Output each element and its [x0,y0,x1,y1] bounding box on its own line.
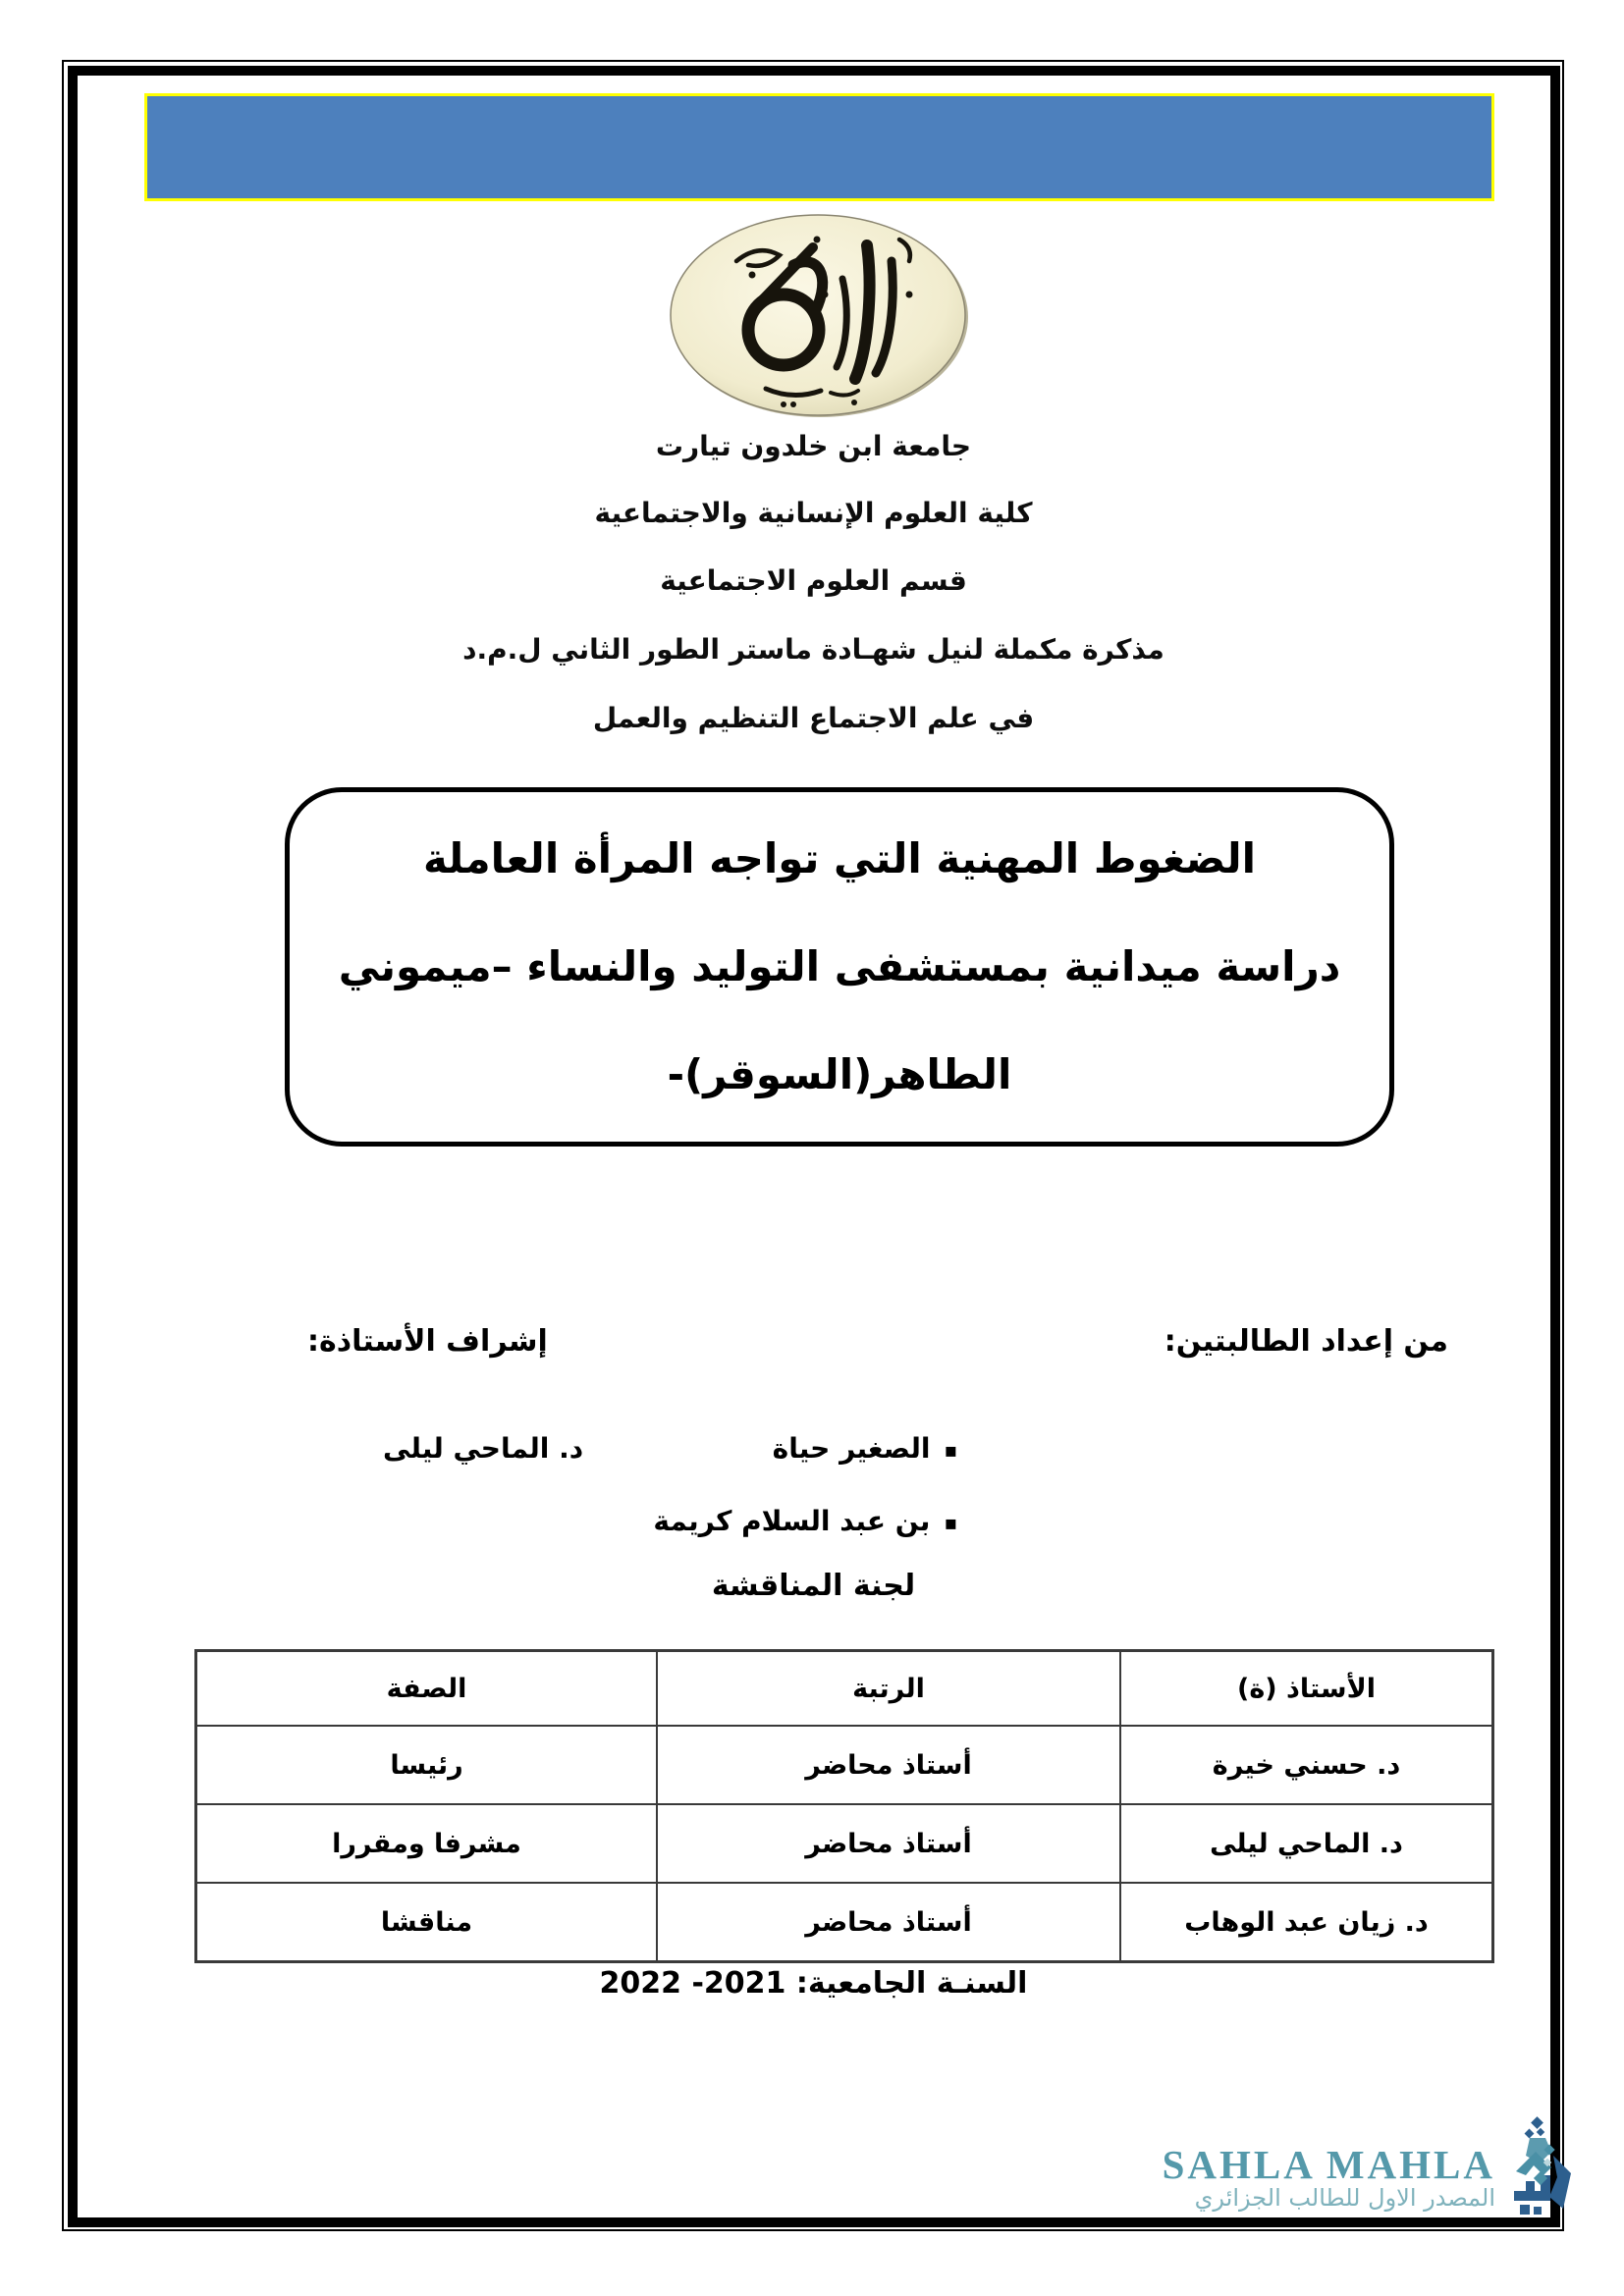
rank-cell: أستاذ محاضر [657,1804,1120,1883]
sahla-mahla-calligraphy-icon [1500,2116,1577,2224]
thesis-title-line-3: الطاهر(السوقر)- [667,1050,1012,1098]
committee-header-row [196,1651,1493,1727]
committee-row-3 [196,1883,1493,1962]
faculty-name: كلية العلوم الإنسانية والاجتماعية [594,497,1033,529]
thesis-title-box [285,787,1394,1147]
professor-cell: د. حسني خيرة [1120,1726,1493,1804]
header-role: الصفة [196,1651,658,1727]
committee-table [194,1649,1494,1963]
committee-row-2 [196,1804,1493,1883]
rank-cell: أستاذ محاضر [657,1883,1120,1962]
student-name-2: بن عبد السلام كريمة [653,1505,931,1537]
committee-title: لجنة المناقشة [711,1569,916,1603]
memo-type-line: مذكرة مكملة لنيل شهـادة ماستر الطور الثاني ل.م.د [462,633,1164,666]
role-cell: مناقشا [196,1883,658,1962]
role-cell: رئيسا [196,1726,658,1804]
role-cell: مشرفا ومقررا [196,1804,658,1883]
watermark-brand-text: SAHLA MAHLA [1162,2142,1495,2187]
student-item-2 [653,1502,957,1541]
professor-cell: د. زيان عبد الوهاب [1120,1883,1493,1962]
university-name: جامعة ابن خلدون تيارت [655,430,972,462]
committee-row-1 [196,1726,1493,1804]
professor-cell: د. الماحي ليلى [1120,1804,1493,1883]
department-name: قسم العلوم الاجتماعية [660,564,967,597]
watermark-logo [1500,2116,1577,2224]
supervisor-name: د. الماحي ليلى [383,1432,584,1465]
thesis-title-line-2: دراسة ميدانية بمستشفى التوليد والنساء –ميموني [338,942,1341,990]
student-item-1 [773,1429,957,1468]
header-rank: الرتبة [657,1651,1120,1727]
square-bullet-icon: ▪ [944,1511,957,1534]
rank-cell: أستاذ محاضر [657,1726,1120,1804]
header-professor: الأستاذ (ة) [1120,1651,1493,1727]
student-name-1: الصغير حياة [772,1432,931,1465]
supervisor-label: إشراف الأستاذة: [307,1324,548,1359]
academic-year-line: السنـة الجامعية: 2021- 2022 [599,1966,1028,2001]
thesis-title-line-1: الضغوط المهنية التي تواجه المرأة العاملة [422,834,1257,882]
ibn-khaldoun-seal-icon [668,210,968,420]
square-bullet-icon: ▪ [944,1438,957,1462]
specialty-line: في علم الاجتماع التنظيم والعمل [592,702,1035,734]
university-seal-logo [668,210,968,420]
top-blue-banner [144,93,1494,201]
students-label: من إعداد الطالبتين: [1164,1324,1448,1359]
watermark-tagline: المصدر الاول للطالب الجزائري [1194,2184,1495,2212]
